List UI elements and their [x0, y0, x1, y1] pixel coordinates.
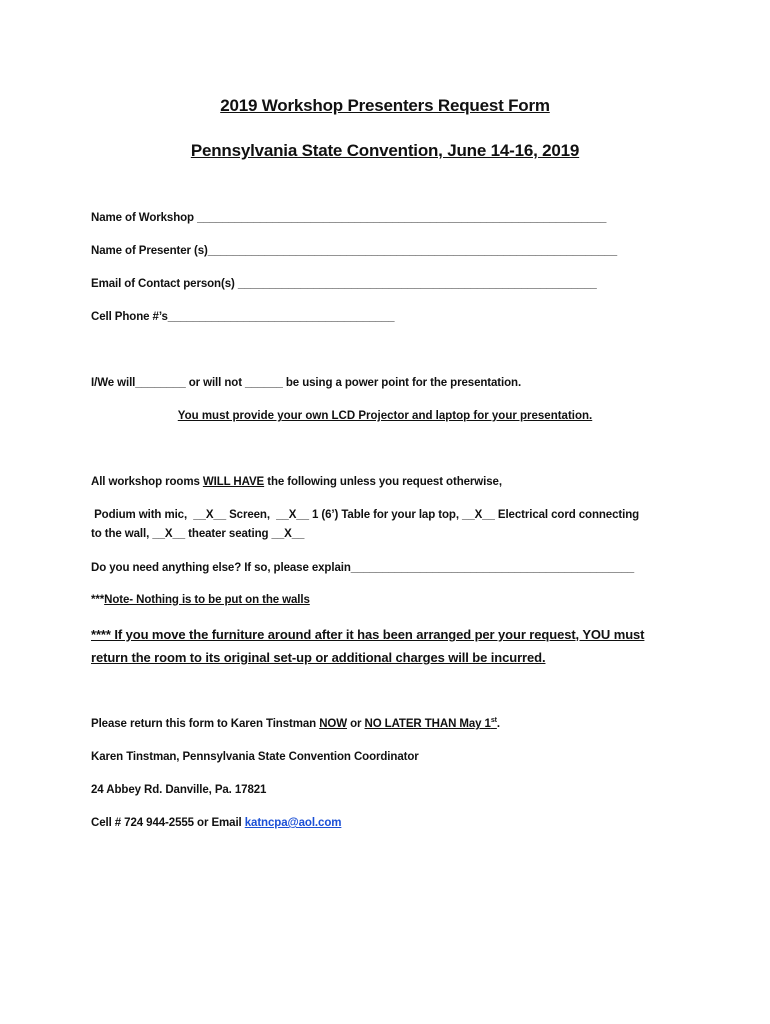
- furniture-warning-line-2: return the room to its original set-up or additional charges will be incurred.: [91, 650, 546, 665]
- return-deadline: [365, 718, 497, 730]
- form-title: 2019 Workshop Presenters Request Form: [220, 96, 550, 115]
- form-subtitle: Pennsylvania State Convention, June 14-16, 2019: [190, 141, 580, 160]
- projector-notice: You must provide your own LCD Projector and laptop for your presentation.: [177, 410, 593, 422]
- power-point-statement[interactable]: I/We will________ or will not ______ be using a power point for the presentation.: [91, 377, 522, 389]
- rooms-intro-after: the following unless you request otherwise,: [264, 476, 502, 488]
- return-now: NOW: [319, 718, 348, 730]
- return-intro: Please return this form to Karen Tinstman: [91, 718, 320, 730]
- rooms-intro-before: All workshop rooms: [91, 476, 203, 488]
- walls-note-prefix: ***: [91, 594, 105, 606]
- contact-line: [91, 817, 341, 829]
- walls-note-text: Note- Nothing is to be put on the walls: [104, 594, 310, 606]
- equipment-line-1[interactable]: Podium with mic, __X__ Screen, __X__ 1 (6’) Table for your lap top, __X__ Electrical cord connecting: [91, 509, 640, 521]
- email-link[interactable]: katncpa@aol.com: [244, 817, 342, 829]
- return-deadline-text: NO LATER THAN May 1: [364, 718, 491, 730]
- walls-note: [91, 594, 310, 606]
- return-or: or: [347, 718, 365, 730]
- rooms-intro: [91, 476, 502, 488]
- contact-email-field[interactable]: Email of Contact person(s) _________________________________________________________: [91, 278, 597, 290]
- cell-phone-field[interactable]: Cell Phone #’s____________________________________: [91, 311, 395, 323]
- will-have-emphasis: WILL HAVE: [202, 476, 265, 488]
- return-instructions: [91, 718, 500, 730]
- workshop-name-field[interactable]: Name of Workshop _________________________________________________________________: [91, 212, 607, 224]
- presenter-name-field[interactable]: Name of Presenter (s)_________________________________________________________________: [91, 245, 617, 257]
- coordinator-name: Karen Tinstman, Pennsylvania State Convention Coordinator: [91, 751, 419, 763]
- contact-prefix: Cell # 724 944-2555 or Email: [91, 817, 245, 829]
- mailing-address: 24 Abbey Rd. Danville, Pa. 17821: [91, 784, 267, 796]
- anything-else-field[interactable]: Do you need anything else? If so, please explain_____________________________________________: [91, 562, 635, 574]
- return-period: .: [496, 718, 500, 730]
- equipment-line-2[interactable]: to the wall, __X__ theater seating __X__: [91, 528, 305, 540]
- furniture-warning-line-1: **** If you move the furniture around after it has been arranged per your request, YOU must: [91, 627, 645, 642]
- return-deadline-suffix: st: [490, 717, 497, 725]
